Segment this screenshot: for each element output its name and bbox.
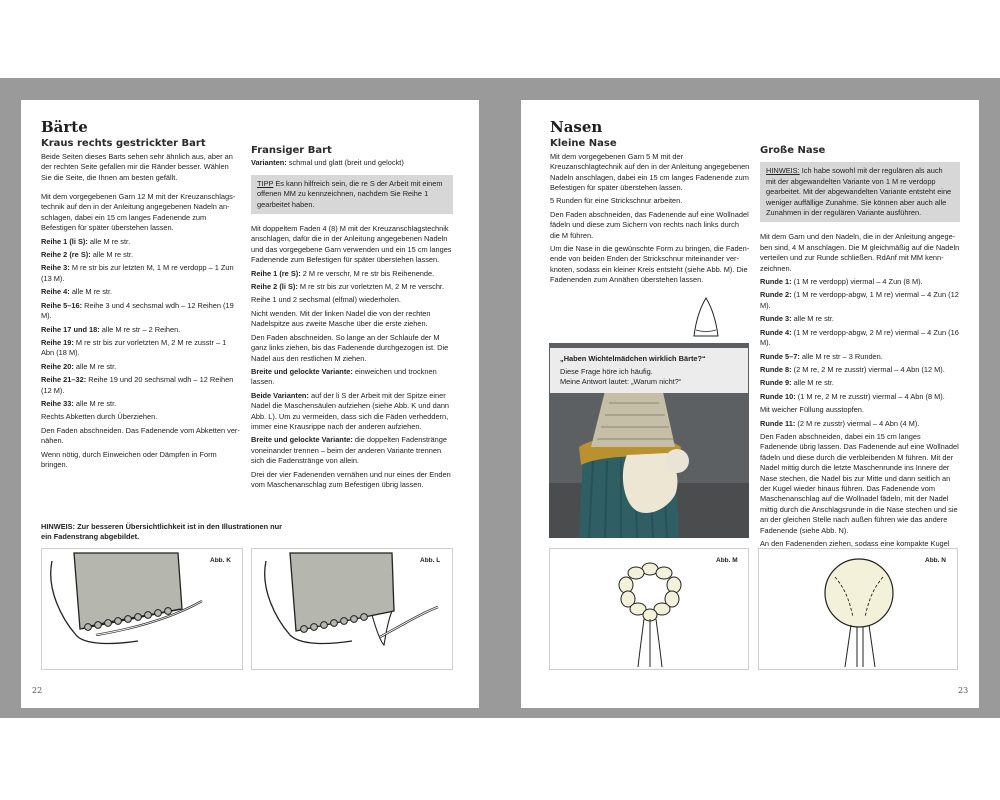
tip-box: TIPP Es kann hilfreich sein, die re S der Arbeit mit einem offenen MM zu kennzeichnen, nachdem Sie Reihe 1 gearbeitet haben. bbox=[251, 175, 453, 214]
right-column-2 bbox=[760, 146, 960, 573]
hint-note: HINWEIS: Zur besseren Übersichtlichkeit ist in den Illustrationen nur ein Fadenstrang abgebildet. bbox=[41, 522, 283, 542]
row-instruction: Reihe 20: alle M re str. bbox=[41, 361, 117, 371]
right-column-1 bbox=[550, 118, 750, 289]
figure-m bbox=[549, 548, 749, 670]
paragraph: An den Fadenenden ziehen, sodass eine kompakte Kugel bbox=[760, 539, 950, 548]
paragraph: Mit weicher Füllung ausstopfen. bbox=[760, 405, 864, 415]
row-instruction: Reihe 17 und 18: alle M re str – 2 Reihen. bbox=[41, 324, 181, 334]
round-instruction: Runde 3: alle M re str. bbox=[760, 314, 834, 324]
page-number: 23 bbox=[958, 686, 969, 695]
row-instruction: Reihe 1 (li S): alle M re str. bbox=[41, 236, 131, 246]
left-column-2 bbox=[251, 146, 453, 493]
paragraph: Reihe 1 und 2 sechsmal (elfmal) wiederholen. bbox=[251, 295, 401, 305]
variant-instruction: Beide Varianten: auf der li S der Arbeit mit der Spitze einer Nadel die Maschensäulen aufziehen (siehe Abb. K und dann Abb. L). Um zu vermeiden, dass sich die Fäden verheddern, immer eine Krausrippe nach der anderen aufziehen. bbox=[251, 390, 450, 431]
figure-label: Abb. L bbox=[420, 557, 441, 564]
paragraph: Den Faden abschneiden. Das Fadenende vom Abketten vernähen. bbox=[41, 425, 240, 446]
paragraph: Beide Seiten dieses Barts sehen sehr ähnlich aus, aber an der rechten Seite gefallen mir die Ränder besser. Wählen Sie die Seite, die Ihnen am besten gefällt. bbox=[41, 151, 233, 182]
row-instruction: Reihe 5–16: Reihe 3 und 4 sechsmal wdh – 12 Reihen (19 M). bbox=[41, 300, 234, 321]
quote-box bbox=[550, 348, 748, 393]
hint-box: HINWEIS: Ich habe sowohl mit der regulären als auch mit der abgewandelten Variante von 1 M re verdopp gearbeitet. Mit der abgewandelten Variante entsteht eine weniger auffällige Zunahme. Sie können aber auch alle Zunahmen in der regulären Variante ausführen. bbox=[760, 162, 960, 222]
row-instruction: Reihe 3: M re str bis zur letzten M, 1 M re verdopp – 1 Zun (13 M). bbox=[41, 263, 234, 283]
page-title: Bärte bbox=[41, 118, 88, 136]
variant-instruction: Breite und gelockte Variante: die doppelten Fadenstränge voneinander trennen – beim der anderen Variante trennen sich die Fadenstränge von allein. bbox=[251, 435, 447, 466]
round-instruction: Runde 4: (1 M re verdopp-abgw, 2 M re) viermal – 4 Zun (16 M). bbox=[760, 327, 959, 348]
section-heading: Fransiger Bart bbox=[251, 145, 332, 156]
round-instruction: Runde 2: (1 M re verdopp-abgw, 1 M re) viermal – 4 Zun (12 M). bbox=[760, 290, 959, 310]
row-instruction: Reihe 4: alle M re str. bbox=[41, 287, 113, 297]
paragraph: Den Faden abschneiden. So lange an der Schlaufe der M ganz links ziehen, bis das Fadenende durchgezogen ist. Die Nadel aus den restlichen M ziehen. bbox=[251, 332, 449, 363]
figure-label: Abb. K bbox=[210, 557, 231, 564]
row-instruction: Reihe 2 (re S): alle M re str. bbox=[41, 250, 134, 260]
section-heading: Kleine Nase bbox=[550, 138, 617, 150]
quote-title: „Haben Wichtelmädchen wirklich Bärte?“ bbox=[560, 354, 706, 363]
paragraph: Mit dem vorgegebenen Garn 12 M mit der Kreuzanschlagstechnik auf den in der Anleitung angegebenen Nadeln anschlagen, dabei ein 15 cm langes Fadenende zum Befestigen für später überstehen lassen. bbox=[41, 192, 236, 233]
paragraph: 5 Runden für eine Strickschnur arbeiten. bbox=[550, 196, 683, 206]
round-instruction: Runde 5–7: alle M re str – 3 Runden. bbox=[760, 351, 883, 361]
figure-l bbox=[251, 548, 453, 670]
paragraph: Den Faden abschneiden, das Fadenende auf eine Wollnadel fädeln und diese zum Sichern von rechts nach links durch die M führen. bbox=[550, 209, 749, 240]
figure-label: Abb. N bbox=[925, 557, 946, 564]
paragraph: Drei der vier Fadenenden vernähen und nur eines der Enden vom Maschenanschlag zum Befestigen übrig lassen. bbox=[251, 469, 451, 489]
round-instruction: Runde 11: (2 M re zusstr) viermal – 4 Abn (4 M). bbox=[760, 418, 920, 428]
round-instruction: Runde 10: (1 M re, 2 M re zusstr) viermal – 4 Abn (8 M). bbox=[760, 391, 945, 401]
page-number: 22 bbox=[32, 686, 43, 695]
quote-line: Meine Antwort lautet: „Warum nicht?“ bbox=[560, 377, 682, 386]
round-instruction: Runde 9: alle M re str. bbox=[760, 378, 834, 388]
gnome-sketch bbox=[686, 296, 726, 344]
figure-label: Abb. M bbox=[716, 557, 738, 564]
row-instruction: Reihe 21–32: Reihe 19 und 20 sechsmal wdh – 12 Reihen (12 M). bbox=[41, 375, 234, 395]
paragraph: Mit dem Garn und den Nadeln, die in der Anleitung angegeben sind, 4 M anschlagen. Die M gleichmäßig auf die Nadeln verteilen und zur Runde schließen. RdAnf mit MM kennzeichnen. bbox=[760, 232, 960, 273]
section-heading: Große Nase bbox=[760, 145, 826, 156]
page-title: Nasen bbox=[550, 118, 603, 136]
row-instruction: Reihe 19: M re str bis zur vorletzten M, 2 M re zusstr – 1 Abn (18 M). bbox=[41, 337, 227, 358]
paragraph: Mit dem vorgegebenen Garn 5 M mit der Kreuzanschlagtechnik auf den in der Anleitung angegebenen Nadeln anschlagen, dabei ein 15 cm langes Fadenende zum Befestigen für später überstehen lassen. bbox=[550, 151, 750, 193]
paragraph: Nicht wenden. Mit der linken Nadel die von der rechten Nadelspitze aus zweite Masche über die erste ziehen. bbox=[251, 308, 431, 329]
variant-instruction: Breite und gelockte Variante: einweichen und trocknen lassen. bbox=[251, 366, 437, 387]
paragraph: Rechts Abketten durch Überziehen. bbox=[41, 412, 158, 422]
quote-line: Diese Frage höre ich häufig. bbox=[560, 367, 653, 376]
left-column-1 bbox=[41, 118, 241, 473]
round-instruction: Runde 1: (1 M re verdopp) viermal – 4 Zun (8 M). bbox=[760, 277, 923, 287]
section-heading: Kraus rechts gestrickter Bart bbox=[41, 138, 206, 150]
variants-line: Varianten: schmal und glatt (breit und gelockt) bbox=[251, 158, 404, 168]
paragraph: Den Faden abschneiden, dabei ein 15 cm langes Fadenende übrig lassen. Das Fadenende auf eine Wollnadel fädeln und diese durch die verbleibenden M führen. Mit der Nadel mittig durch die letzte Maschenrunde ins Innere der Nase stechen, die Nadel bis zur Mitte und dann seitlich an der Kugel wieder hinaus führen. Das Fadenende vom Maschenanschlag auf die Wollnadel fädeln, mit der Nadel mittig durch die Anschlagsrunde in die Nase stechen und sie an der gleichen Stelle nach außen führen wie das andere Fadenende (siehe Abb. N). bbox=[760, 431, 959, 535]
paragraph: Mit doppeltem Faden 4 (8) M mit der Kreuzanschlagstechnik anschlagen, dafür die in der Anleitung angegebenen Nadeln und das vorgegebene Garn verwenden und ein 15 cm langes Fadenende zum Befestigen für später überstehen lassen. bbox=[251, 224, 452, 265]
row-instruction: Reihe 1 (re S): 2 M re verschr, M re str bis Reihenende. bbox=[251, 268, 435, 278]
round-instruction: Runde 8: (2 M re, 2 M re zusstr) viermal – 4 Abn (12 M). bbox=[760, 364, 945, 374]
row-instruction: Reihe 2 (li S): M re str bis zur vorletzten M, 2 M re verschr. bbox=[251, 282, 445, 292]
paragraph: Um die Nase in die gewünschte Form zu bringen, die Fadenende von beiden Enden der Strickschnur miteinander verknoten, sodass ein kleiner Kreis entsteht (siehe Abb. M). Die Fadenenden zum Annähen überstehen lassen. bbox=[550, 244, 750, 285]
figure-k bbox=[41, 548, 243, 670]
row-instruction: Reihe 33: alle M re str. bbox=[41, 398, 117, 408]
figure-n bbox=[758, 548, 958, 670]
paragraph: Wenn nötig, durch Einweichen oder Dämpfen in Form bringen. bbox=[41, 449, 217, 469]
